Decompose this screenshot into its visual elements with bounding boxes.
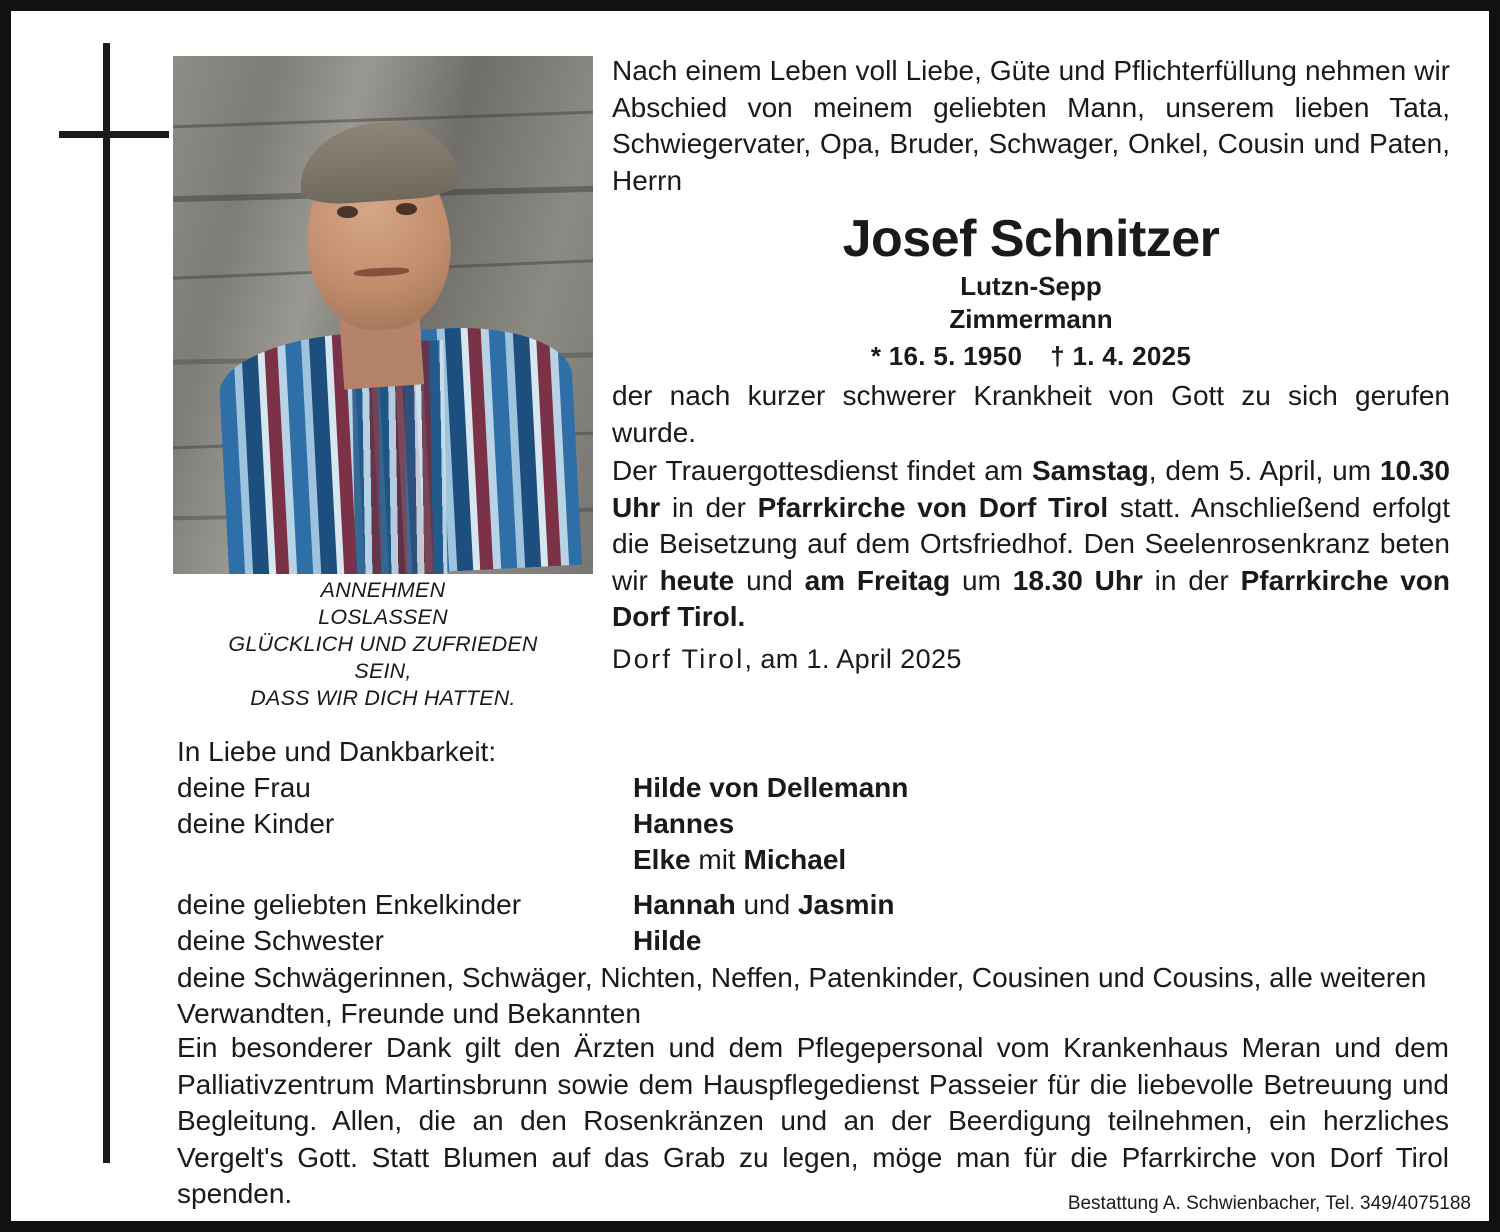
lead-paragraph: Nach einem Leben voll Liebe, Güte und Pflichterfüllung nehmen wir Abschied von meinem geliebten Mann, unserem lieben Tata, Schwiegervater, Opa, Bruder, Schwager, Onkel, Cousin und Paten, Herrn <box>612 55 1450 196</box>
table-row <box>177 887 1447 923</box>
cause-paragraph: der nach kurzer schwerer Krankheit von Gott zu sich gerufen wurde. <box>612 380 1450 448</box>
cross-horizontal-bar <box>59 131 169 138</box>
photo-image <box>173 56 593 574</box>
table-row <box>177 923 1447 959</box>
family-block <box>177 734 1447 1032</box>
service-highlight: heute <box>659 564 735 596</box>
service-paragraph <box>612 453 1450 636</box>
christian-cross-icon <box>59 43 169 1163</box>
service-highlight: Pfarrkirche von Dorf Tirol. <box>612 564 1451 632</box>
service-text: , dem 5. April, um <box>1148 455 1380 486</box>
name-connector: und <box>735 889 798 920</box>
deceased-name: Josef Schnitzer <box>842 210 1220 268</box>
family-names <box>633 842 1447 878</box>
service-text: um <box>950 564 1013 596</box>
family-names <box>633 887 1447 923</box>
funeral-home-footer: Bestattung A. Schwienbacher, Tel. 349/4075188 <box>1067 1193 1471 1214</box>
family-names: Hilde von Dellemann <box>633 772 909 803</box>
place-and-date <box>612 640 1450 678</box>
hair <box>296 118 461 207</box>
extended-family-text: deine Schwägerinnen, Schwäger, Nichten, Neffen, Patenkinder, Cousinen und Cousins, alle weiteren Verwandten, Freunde und Bekannten <box>177 962 1427 1029</box>
life-dates <box>612 336 1450 376</box>
motto-line-3: GLÜCKLICH UND ZUFRIEDEN <box>228 632 538 656</box>
birth-date: * 16. 5. 1950 <box>870 341 1023 371</box>
spacer-cell <box>633 878 1447 887</box>
relation-label: deine geliebten Enkelkinder <box>177 889 522 920</box>
service-text: in der <box>660 491 758 523</box>
name-part-2: Jasmin <box>797 889 895 920</box>
place-date-text: , am 1. April 2025 <box>744 643 962 674</box>
family-table <box>177 770 1447 959</box>
motto-line-5: DASS WIR DICH HATTEN. <box>250 686 516 710</box>
service-highlight: 18.30 Uhr <box>1012 564 1143 596</box>
motto-line-4: SEIN, <box>354 659 412 683</box>
service-highlight: 10.30 Uhr <box>612 455 1451 523</box>
cross-vertical-bar <box>103 43 110 1163</box>
service-text: statt. Anschließend erfolgt die Beisetzung auf dem Ortsfriedhof. Den Seelenrosenkranz beten wir <box>612 491 1450 596</box>
deceased-occupation: Zimmermann <box>949 304 1113 334</box>
row-spacer <box>177 878 1447 887</box>
eye-left <box>337 206 358 217</box>
portrait-photo <box>173 56 593 574</box>
deceased-nickname: Lutzn-Sepp <box>960 271 1102 301</box>
spacer-cell <box>177 878 633 887</box>
family-intro: In Liebe und Dankbarkeit: <box>177 736 497 767</box>
table-row <box>177 842 1447 878</box>
service-text: Der Trauergottesdienst findet am <box>612 455 1032 486</box>
service-highlight: Samstag <box>1032 455 1149 486</box>
table-row <box>177 806 1447 842</box>
name-part-1: Hannah <box>633 889 736 920</box>
relation-label: deine Schwester <box>177 925 385 956</box>
place-city: Dorf Tirol <box>612 643 745 674</box>
name-part-2: Michael <box>743 844 847 875</box>
service-text: und <box>734 564 805 596</box>
death-date: † 1. 4. 2025 <box>1050 341 1192 371</box>
family-names: Hilde <box>633 925 702 956</box>
eye-right <box>396 203 417 214</box>
name-part-1: Elke <box>633 844 691 875</box>
relation-label: deine Frau <box>177 772 311 803</box>
main-text-column <box>612 53 1450 678</box>
relation-label <box>177 842 633 878</box>
thanks-paragraph: Ein besonderer Dank gilt den Ärzten und dem Pflegepersonal vom Krankenhaus Meran und dem Palliativzentrum Martinsbrunn sowie dem Hauspflegedienst Passeier für die liebevolle Betreuung und Begleitung. Allen, die an den Rosenkränzen und an der Beerdigung teilnehmen, ein herzliches Vergelt's Gott. Statt Blumen auf das Grab zu legen, möge man für die Pfarrkirche von Dorf Tirol spenden. <box>177 1032 1449 1209</box>
notice-inner <box>11 11 1489 1221</box>
family-names: Hannes <box>633 808 735 839</box>
relation-label: deine Kinder <box>177 808 335 839</box>
service-highlight: am Freitag <box>804 564 951 596</box>
motto-line-1: ANNEHMEN <box>320 578 446 602</box>
name-connector: mit <box>690 844 744 875</box>
motto-block <box>173 577 593 712</box>
table-row <box>177 770 1447 806</box>
service-text: in der <box>1142 564 1241 596</box>
motto-line-2: LOSLASSEN <box>318 605 448 629</box>
service-highlight: Pfarrkirche von Dorf Tirol <box>757 491 1109 523</box>
